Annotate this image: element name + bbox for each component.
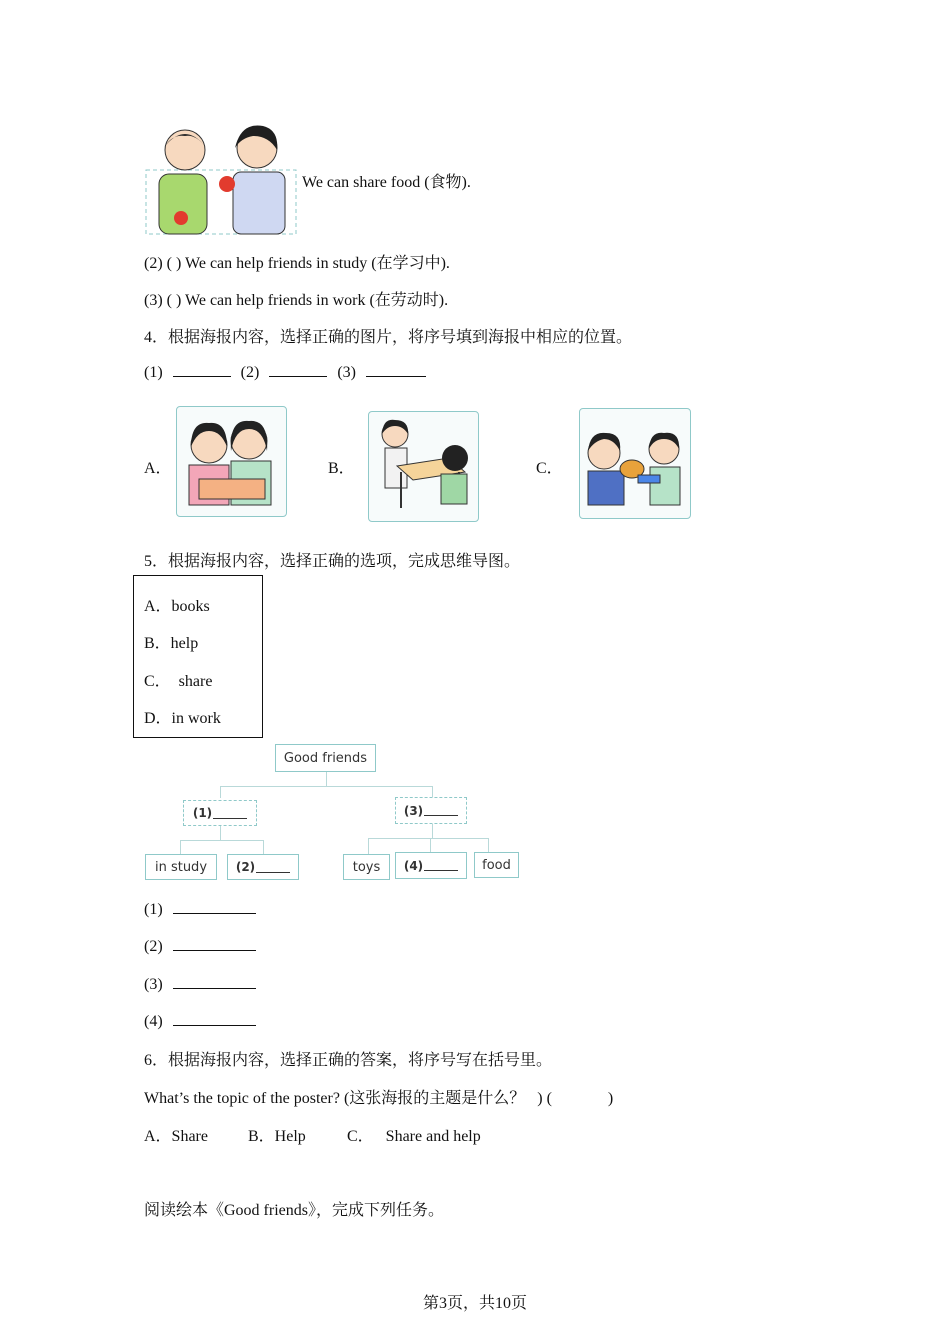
mindmap-node-1 — [183, 800, 257, 826]
q3-sentence: We can share food (食物). — [302, 174, 471, 191]
q6-instruction: 6．根据海报内容，选择正确的答案，将序号写在括号里。 — [144, 1052, 553, 1069]
mindmap-line — [432, 824, 433, 838]
q5-answer-1 — [144, 899, 256, 919]
mindmap-line — [326, 772, 327, 786]
q3-item-2: (2) ( ) We can help friends in study (在学习中). — [144, 255, 450, 272]
mindmap-leaf-toys: toys — [343, 854, 390, 880]
q4-answer-blank-2[interactable] — [269, 362, 327, 377]
q5-answer-label-2: (2) — [144, 938, 163, 955]
mindmap-line — [368, 838, 488, 839]
mindmap-node-2-number: (2) — [235, 860, 256, 874]
mindmap-node-4-number: (4) — [403, 858, 424, 873]
mindmap-root: Good friends — [275, 744, 376, 772]
q5-answer-blank-2[interactable] — [173, 936, 256, 951]
q5-answer-3 — [144, 974, 256, 994]
q4-answer-blank-3[interactable] — [366, 362, 426, 377]
q5-option-b: B．help — [144, 635, 199, 652]
q4-option-b-label: B． — [328, 460, 355, 477]
mindmap-line — [220, 786, 221, 798]
mindmap-node-4 — [395, 852, 467, 879]
girls-reading-picture — [176, 406, 287, 517]
q4-blanks — [144, 362, 426, 382]
q4-blank-label-1: (1) — [144, 364, 163, 381]
q5-option-a: A．books — [144, 598, 210, 615]
q5-answer-label-4: (4) — [144, 1013, 163, 1030]
q4-instruction: 4．根据海报内容，选择正确的图片，将序号填到海报中相应的位置。 — [144, 329, 633, 346]
q5-answer-4 — [144, 1011, 256, 1031]
mindmap-line — [263, 840, 264, 854]
q6-option-c: C． Share and help — [347, 1128, 481, 1145]
q4-blank-label-2: (2) — [240, 364, 260, 381]
mindmap-line — [180, 840, 264, 841]
q4-blank-label-3: (3) — [337, 364, 356, 381]
mindmap-leaf-in-study: in study — [145, 854, 217, 880]
mindmap-line — [180, 840, 181, 854]
q5-answer-blank-4[interactable] — [173, 1011, 256, 1026]
mindmap-node-2 — [227, 854, 299, 880]
q4-answer-blank-1[interactable] — [173, 362, 231, 377]
q6-option-b: B．Help — [248, 1128, 306, 1145]
mindmap-leaf-food: food — [474, 852, 519, 878]
boys-moving-table-picture — [368, 411, 479, 522]
mindmap-line — [220, 826, 221, 840]
reading-instruction: 阅读绘本《Good friends》，完成下列任务。 — [144, 1202, 444, 1219]
q5-answer-2 — [144, 936, 256, 956]
share-food-illustration — [145, 122, 300, 236]
q5-answer-blank-1[interactable] — [173, 899, 256, 914]
mindmap-node-3 — [395, 797, 467, 824]
q4-option-a-label: A． — [144, 460, 172, 477]
mindmap-line — [488, 838, 489, 852]
q4-option-c-label: C． — [536, 460, 563, 477]
q5-answer-blank-3[interactable] — [173, 974, 256, 989]
q3-item-3: (3) ( ) We can help friends in work (在劳动时). — [144, 292, 449, 309]
q6-option-a: A．Share — [144, 1128, 208, 1145]
q5-option-d: D．in work — [144, 710, 221, 727]
mindmap-node-3-number: (3) — [403, 803, 424, 818]
mindmap-node-1-number: (1) — [192, 806, 213, 820]
q5-answer-label-3: (3) — [144, 976, 163, 993]
boys-sharing-toys-picture — [579, 408, 691, 519]
mindmap-line — [368, 838, 369, 854]
q6-question: What’s the topic of the poster? (这张海报的主题是什么？ ) ( ) — [144, 1090, 614, 1107]
page-footer: 第3页，共10页 — [422, 1295, 527, 1312]
q5-option-c: C． share — [144, 673, 213, 690]
q5-instruction: 5．根据海报内容，选择正确的选项，完成思维导图。 — [144, 553, 521, 570]
mindmap-line — [220, 786, 432, 787]
q5-answer-label-1: (1) — [144, 901, 163, 918]
